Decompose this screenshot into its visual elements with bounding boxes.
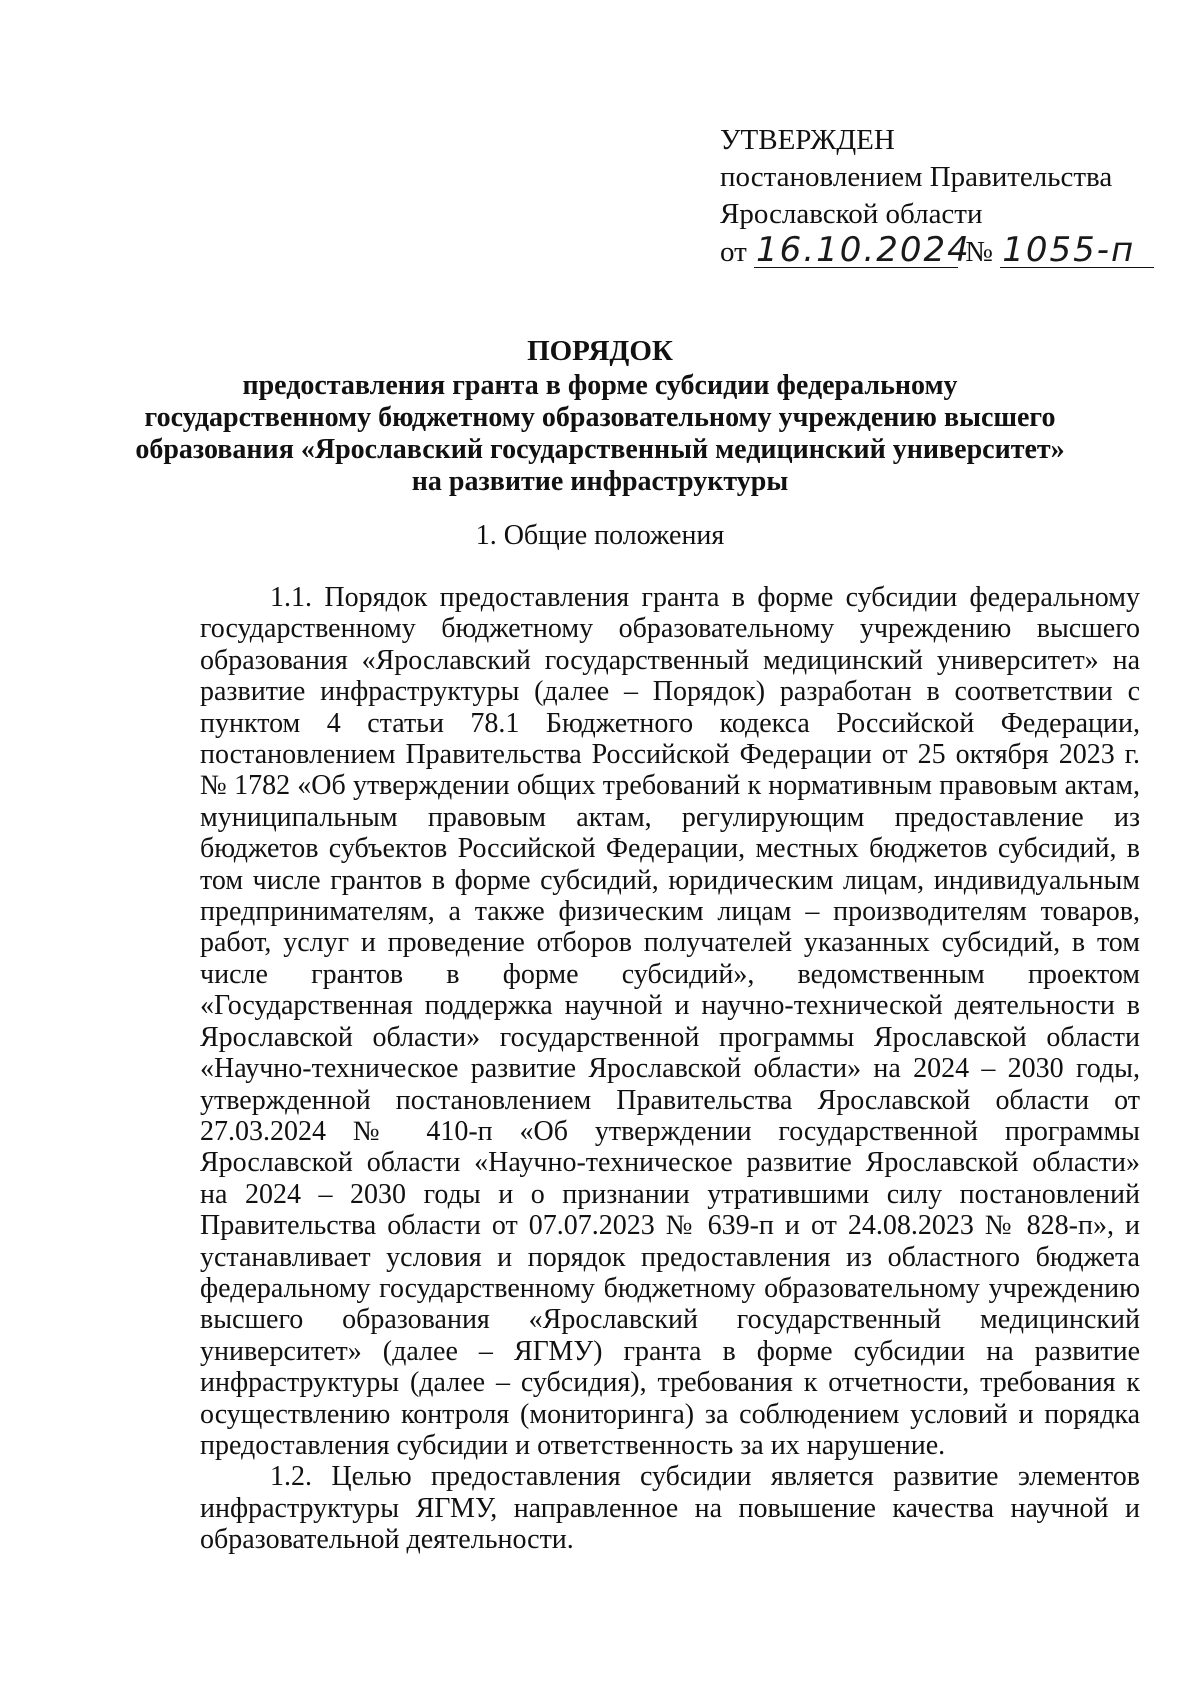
section-heading: 1. Общие положения <box>475 520 725 551</box>
document-title: ПОРЯДОК <box>527 335 673 367</box>
document-subtitle-line: образования «Ярославский государственный медицинский университет» <box>135 434 1065 465</box>
approval-number-handwritten: 1055-п <box>1000 233 1154 268</box>
document-title-block <box>100 335 1100 498</box>
approval-date-prefix: от <box>720 236 747 268</box>
document-subtitle-line: на развитие инфраструктуры <box>411 466 789 497</box>
approval-date-handwritten: 16.10.2024 <box>756 230 971 270</box>
document-body <box>200 582 1140 1556</box>
approval-number-prefix: № <box>965 236 993 268</box>
document-subtitle-line: предоставления гранта в форме субсидии федеральному <box>242 370 958 401</box>
approval-heading: УТВЕРЖДЕН <box>720 124 895 156</box>
approval-issuer: постановлением Правительства <box>720 161 1113 193</box>
approval-date-line <box>720 230 1160 271</box>
approval-region: Ярославской области <box>720 198 983 230</box>
approval-stamp-block <box>720 122 1160 271</box>
paragraph-1-1: 1.1. Порядок предоставления гранта в форме субсидии федеральному государственному бюджетному образовательному учреждению высшего образования «Ярославский государственный медицинский университет» на развитие инфраструктуры (далее – Порядок) разработан в соответствии с пунктом 4 статьи 78.1 Бюджетного кодекса Российской Федерации, постановлением Правительства Российской Федерации от 25 октября 2023 г. № 1782 «Об утверждении общих требований к нормативным правовым актам, муниципальным правовым актам, регулирующим предоставление из бюджетов субъектов Российской Федерации, местных бюджетов субсидий, в том числе грантов в форме субсидий, юридическим лицам, индивидуальным предпринимателям, а также физическим лицам – производителям товаров, работ, услуг и проведение отборов получателей указанных субсидий, в том числе грантов в форме субсидий», ведомственным проектом «Государственная поддержка научной и научно-технической деятельности в Ярославской области» государственной программы Ярославской области «Научно-техническое развитие Ярославской области» на 2024 – 2030 годы, утвержденной постановлением Правительства Ярославской области от 27.03.2024 № 410-п «Об утверждении государственной программы Ярославской области «Научно-техническое развитие Ярославской области» на 2024 – 2030 годы и о признании утратившими силу постановлений Правительства области от 07.07.2023 № 639-п и от 24.08.2023 № 828-п», и устанавливает условия и порядок предоставления из областного бюджета федеральному государственному бюджетному образовательному учреждению высшего образования «Ярославский государственный медицинский университет» (далее – ЯГМУ) гранта в форме субсидии на развитие инфраструктуры (далее – субсидия), требования к отчетности, требования к осуществлению контроля (мониторинга) за соблюдением условий и порядка предоставления субсидии и ответственность за их нарушение. <box>200 582 1140 1461</box>
paragraph-1-2: 1.2. Целью предоставления субсидии является развитие элементов инфраструктуры ЯГМУ, направленное на повышение качества научной и образовательной деятельности. <box>200 1461 1140 1556</box>
document-subtitle-line: государственному бюджетному образовательному учреждению высшего <box>144 402 1056 433</box>
